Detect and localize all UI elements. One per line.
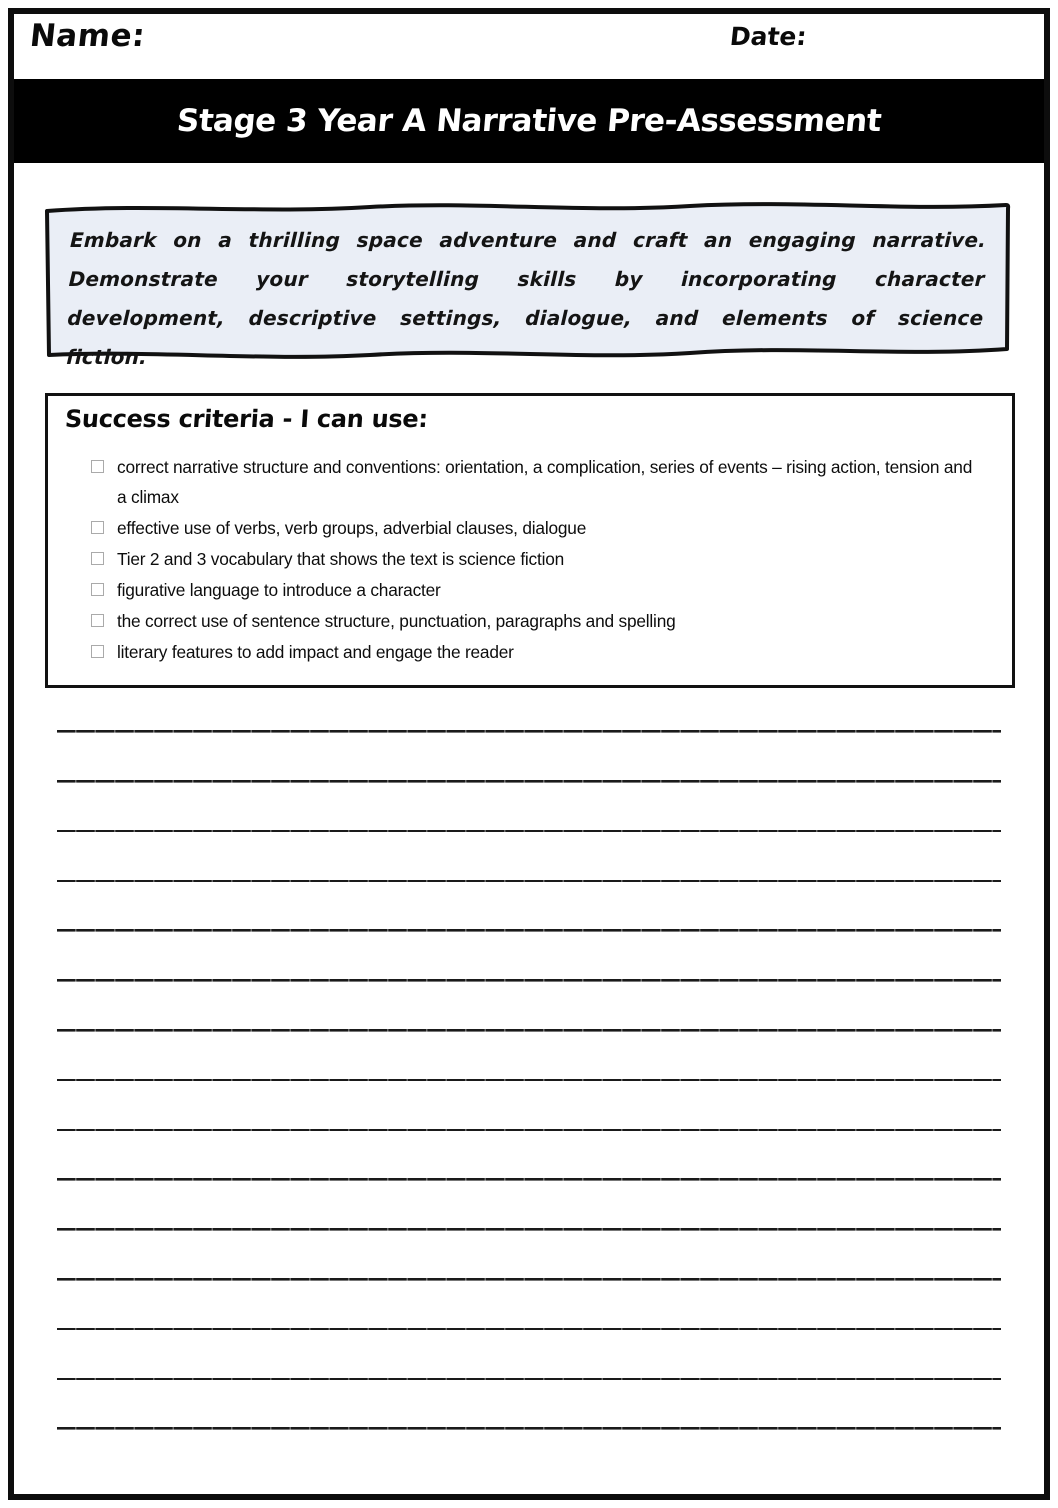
writing-line[interactable] (57, 733, 1001, 783)
writing-line[interactable] (57, 683, 1001, 733)
writing-line[interactable] (57, 832, 1001, 882)
criteria-item-label: the correct use of sentence structure, punctuation, paragraphs and spelling (117, 611, 676, 631)
writing-line[interactable] (57, 1131, 1001, 1181)
writing-line[interactable] (57, 1081, 1001, 1131)
instruction-text: Embark on a thrilling space adventure and craft an engaging narrative. Demonstrate your storytelling skills by incorporating character development, descriptive settings, dialogue, and elements of science fiction. (65, 228, 987, 369)
criteria-item (91, 544, 982, 574)
writing-line[interactable] (57, 1231, 1001, 1281)
page-title: Stage 3 Year A Narrative Pre-Assessment (175, 103, 883, 139)
date-label: Date: (728, 22, 809, 51)
name-field-blank[interactable] (144, 20, 664, 70)
criteria-item (91, 452, 982, 512)
criteria-item-label: correct narrative structure and conventions: orientation, a complication, series of events – rising action, tension and a climax (117, 457, 973, 507)
writing-line[interactable] (57, 1330, 1001, 1380)
criteria-item-label: Tier 2 and 3 vocabulary that shows the text is science fiction (117, 549, 565, 569)
checkbox-icon[interactable] (91, 645, 104, 658)
writing-line[interactable] (57, 1380, 1001, 1430)
title-banner (14, 79, 1044, 163)
criteria-item-label: figurative language to introduce a character (117, 580, 441, 600)
criteria-item (91, 637, 982, 667)
writing-lines (57, 683, 1001, 1430)
success-criteria-title: Success criteria - I can use: (64, 405, 429, 433)
checkbox-icon[interactable] (91, 614, 104, 627)
writing-line[interactable] (57, 1181, 1001, 1231)
checkbox-icon[interactable] (91, 583, 104, 596)
criteria-item (91, 575, 982, 605)
criteria-item (91, 606, 982, 636)
success-criteria-box (45, 393, 1015, 688)
writing-line[interactable] (57, 882, 1001, 932)
success-criteria-list (91, 452, 982, 668)
name-label: Name: (28, 18, 147, 54)
date-field-blank[interactable] (804, 20, 1034, 66)
checkbox-icon[interactable] (91, 552, 104, 565)
checkbox-icon[interactable] (91, 521, 104, 534)
instruction-box (40, 197, 1014, 369)
header-band (14, 14, 1044, 79)
writing-line[interactable] (57, 1032, 1001, 1082)
writing-line[interactable] (57, 783, 1001, 833)
writing-line[interactable] (57, 1281, 1001, 1331)
criteria-item-label: effective use of verbs, verb groups, adverbial clauses, dialogue (117, 518, 587, 538)
checkbox-icon[interactable] (91, 460, 104, 473)
writing-line[interactable] (57, 982, 1001, 1032)
writing-line[interactable] (57, 932, 1001, 982)
criteria-item (91, 513, 982, 543)
criteria-item-label: literary features to add impact and engage the reader (117, 642, 514, 662)
